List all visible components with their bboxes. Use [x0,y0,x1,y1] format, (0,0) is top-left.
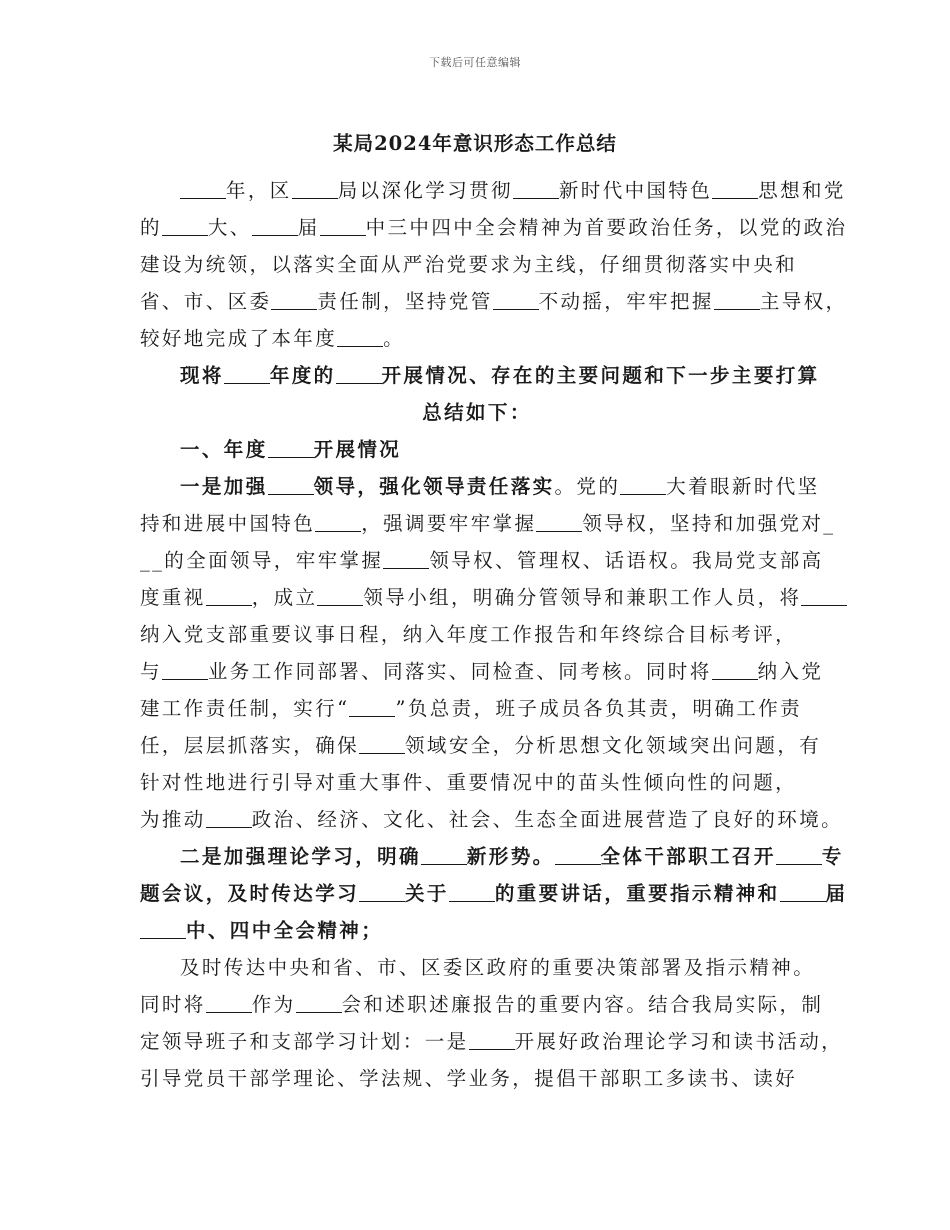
fill-in-blank [162,657,208,680]
fill-in-blank [712,657,758,680]
text-segment: 会和述职述廉报告的重要内容。结合我局实际，制 [341,993,824,1016]
section-heading-1 [140,431,814,468]
text-segment: 度重视 [140,586,206,609]
fill-in-blank [513,176,559,199]
text-segment: 开展情况 [313,438,402,461]
fill-in-blank [315,509,361,532]
text-segment: 任，层层抓落实，确保 [140,734,360,757]
text-line [140,616,814,653]
bold-lead [180,475,555,498]
text-segment: 作为 [251,993,296,1016]
text-segment: 届 [825,882,848,905]
text-segment: 。 [383,327,406,350]
fill-in-blank [776,842,822,865]
paragraph-theory-study [140,838,848,949]
text-segment: 局以深化学习贯彻 [337,179,513,202]
text-line [140,246,814,283]
text-segment: 的 [140,216,162,239]
text-segment: 。党的 [554,475,621,498]
text-line [140,1023,844,1060]
fill-in-blank [206,805,252,828]
text-segment: 责任制，坚持党管 [317,290,493,313]
text-segment: ”负总责，班子成员各负其责，明确工作责 [395,697,803,720]
fill-in-blank [180,176,226,199]
fill-in-blank [555,842,601,865]
text-segment: 总结如下： [422,401,532,424]
text-segment: ，成立 [251,586,318,609]
text-segment: 专 [821,845,844,868]
text-line [140,542,824,579]
text-segment: 年度的 [269,364,336,387]
text-segment: 一、年度 [180,438,268,461]
fill-in-blank [359,731,405,754]
fill-in-blank [620,472,666,495]
text-segment: 的重要讲话，重要指示精神和 [494,882,780,905]
fill-in-blank [317,583,363,606]
fill-in-blank [292,176,338,199]
fill-in-blank [252,213,298,236]
text-segment: 关于 [405,882,449,905]
text-segment: 开展情况、存在的主要问题和下一步主要打算 [381,364,820,387]
text-line [140,431,814,468]
fill-in-blank [337,324,383,347]
header-note: 下载后可任意编辑 [429,56,521,69]
text-line [140,283,848,320]
document-body [140,172,848,1097]
fill-in-blank [469,1027,515,1050]
fill-in-blank [449,879,495,902]
text-segment: 领导小组，明确分管领导和兼职工作人员，将 [363,586,802,609]
fill-in-blank [801,583,847,606]
text-segment: 政治、经济、文化、社会、生态全面进展营造了良好的环境。 [251,808,844,831]
text-segment: 届 [297,216,320,239]
text-segment: 新形势。 [466,845,555,868]
text-segment: 中、四中全会精神； [186,919,384,942]
text-segment: 思想和党 [758,179,846,202]
fill-in-blank [349,694,395,717]
text-segment: 领导，强化领导责任落实 [313,475,555,498]
text-line [140,320,814,357]
text-segment: 业务工作同部署、同落实、同检查、同考核。同时将 [207,660,712,683]
text-segment: 现将 [180,364,224,387]
text-line [140,209,848,246]
text-segment: 主导权， [759,290,848,313]
text-segment: __的全面领导，牢牢掌握 [140,549,384,572]
text-segment: 二是加强理论学习，明确 [180,845,421,868]
text-line [140,172,846,209]
fill-in-blank [714,287,760,310]
fill-in-blank [296,990,342,1013]
text-segment: 建工作责任制，实行“ [140,697,350,720]
fill-in-blank [383,546,429,569]
text-line [140,986,824,1023]
text-line [140,690,814,727]
fill-in-blank [336,361,382,384]
text-segment: 领导权，坚持和加强党对_ [582,512,836,535]
text-line [140,579,814,616]
paragraph-study-plan [140,949,844,1097]
fill-in-blank [206,990,252,1013]
fill-in-blank [162,213,208,236]
text-line [140,394,814,431]
text-segment: 不动摇，牢牢把握 [538,290,714,313]
text-segment: ，强调要牢牢掌握 [361,512,537,535]
text-segment: 年，区 [226,179,292,202]
text-segment: 纳入党支部重要议事日程，纳入年度工作报告和年终综合目标考评， [140,623,798,646]
text-segment: 领导权、管理权、话语权。我局党支部高 [429,549,824,572]
text-line [140,505,836,542]
paragraph-intro [140,172,848,357]
text-line [140,1060,814,1097]
text-segment: 中三中四中全会精神为首要政治任务，以党的政治 [365,216,848,239]
text-line [140,801,844,838]
text-segment: 开展好政治理论学习和读书活动， [514,1030,844,1053]
fill-in-blank [493,287,539,310]
text-line [140,875,848,912]
fill-in-blank [712,176,758,199]
text-line [140,838,844,875]
text-segment: 针对性地进行引导对重大事件、重要情况中的苗头性倾向性的问题， [140,771,798,794]
text-segment: 及时传达中央和省、市、区委区政府的重要决策部署及指示精神。 [180,956,816,979]
text-segment: 大着眼新时代坚 [666,475,820,498]
text-segment: 较好地完成了本年度 [140,327,338,350]
text-segment: 定领导班子和支部学习计划：一是 [140,1030,469,1053]
text-segment: 同时将 [140,993,206,1016]
text-segment: 全体干部职工召开 [600,845,776,868]
text-segment: 省、市、区委 [140,290,272,313]
text-segment: 新时代中国特色 [558,179,713,202]
text-segment: 一是加强 [180,475,268,498]
text-line [140,764,814,801]
fill-in-blank [421,842,467,865]
fill-in-blank [271,287,317,310]
text-line [140,357,820,394]
summary-heading [140,357,820,431]
text-line [140,727,822,764]
fill-in-blank [206,583,252,606]
text-segment: 大、 [207,216,252,239]
text-segment: 引导党员干部学理论、学法规、学业务，提倡干部职工多读书、读好 [140,1067,798,1090]
fill-in-blank [536,509,582,532]
text-segment: 题会议，及时传达学习 [140,882,360,905]
text-line [140,949,814,986]
fill-in-blank [780,879,826,902]
text-segment: 领域安全，分析思想文化领域突出问题，有 [405,734,822,757]
fill-in-blank [359,879,405,902]
fill-in-blank [268,435,314,458]
text-line [140,653,824,690]
text-segment: 建设为统领，以落实全面从严治党要求为主线，仔细贯彻落实中央和 [140,253,798,276]
fill-in-blank [140,916,186,939]
paragraph-leadership [140,468,844,838]
document-title: 某局2024年意识形态工作总结 [333,132,617,155]
text-segment: 持和进展中国特色 [140,512,316,535]
text-line [140,468,820,505]
text-segment: 与 [140,660,162,683]
text-segment: 纳入党 [757,660,824,683]
fill-in-blank [320,213,366,236]
text-line [140,912,814,949]
text-segment: 为推动 [140,808,206,831]
fill-in-blank [268,472,314,495]
fill-in-blank [224,361,270,384]
